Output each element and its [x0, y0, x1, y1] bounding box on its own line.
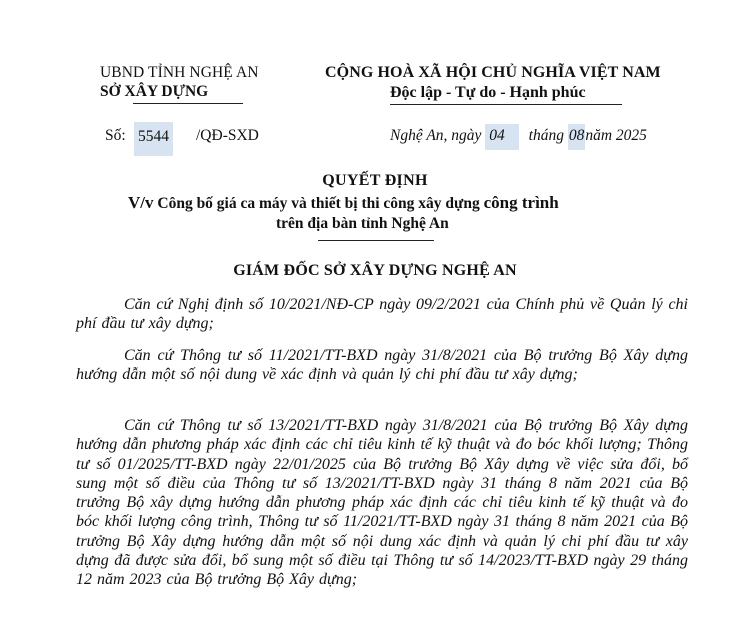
date-day: 04 — [485, 124, 519, 150]
issuing-authority: SỞ XÂY DỰNG — [100, 83, 209, 100]
issue-date — [390, 127, 647, 145]
issuing-authority-parent: UBND TỈNH NGHỆ AN — [100, 64, 259, 81]
date-month: 08 — [568, 124, 586, 150]
authority-heading: GIÁM ĐỐC SỞ XÂY DỰNG NGHỆ AN — [233, 262, 517, 279]
national-title: CỘNG HOÀ XÃ HỘI CHỦ NGHĨA VIỆT NAM — [325, 64, 661, 81]
date-prefix: Nghệ An, ngày — [390, 127, 482, 144]
subtitle-underline — [318, 240, 434, 241]
date-month-label: tháng — [528, 127, 564, 144]
subtitle-main: Công bố giá ca máy và thiết bị thi công xây dựng — [157, 195, 480, 212]
subtitle-line-2: trên địa bàn tỉnh Nghệ An — [276, 215, 449, 232]
subtitle-tail: công trình — [483, 193, 559, 212]
date-year: năm 2025 — [585, 127, 647, 144]
document-title: QUYẾT ĐỊNH — [322, 172, 428, 189]
legal-basis-paragraph-2: Căn cứ Thông tư số 11/2021/TT-BXD ngày 31/8/2021 của Bộ trưởng Bộ Xây dựng hướng dẫn một số nội dung về xác định và quản lý chi phí đầu tư xây dựng; — [76, 347, 688, 384]
subtitle-vv: V/v — [128, 193, 154, 212]
legal-basis-paragraph-1: Căn cứ Nghị định số 10/2021/NĐ-CP ngày 09/2/2021 của Chính phủ về Quản lý chi phí đầu tư xây dựng; — [76, 296, 688, 333]
issuing-authority-underline — [133, 103, 243, 104]
national-motto-underline — [390, 104, 622, 105]
national-motto: Độc lập - Tự do - Hạnh phúc — [390, 84, 586, 101]
reference-number: 5544 — [134, 122, 173, 156]
reference-suffix: /QĐ-SXD — [196, 127, 259, 144]
subtitle-line-1 — [128, 193, 559, 213]
legal-basis-paragraph-3: Căn cứ Thông tư số 13/2021/TT-BXD ngày 31/8/2021 của Bộ trưởng Bộ Xây dựng hướng dẫn phương pháp xác định các chỉ tiêu kinh tế kỹ thuật và đo bóc khối lượng; Thông tư số 01/2025/TT-BXD ngày 22/01/2025 của Bộ trưởng Bộ Xây dựng về việc sửa đổi, bổ sung một số điều của Thông tư số 13/2021/TT-BXD ngày 31 tháng 8 năm 2021 của Bộ trưởng Bộ xây dựng hướng dẫn phương pháp xác định các chỉ tiêu kinh tế kỹ thuật và đo bóc khối lượng công trình, Thông tư số 11/2021/TT-BXD ngày 31 tháng 8 năm 2021 của Bộ trưởng Bộ Xây dựng hướng dẫn một số nội dung xác định và quản lý chi phí đầu tư xây dựng đã được sửa đổi, bổ sung một số điều tại Thông tư số 14/2023/TT-BXD ngày 29 tháng 12 năm 2023 của Bộ trưởng Bộ Xây dựng; — [76, 417, 688, 589]
reference-label: Số: — [105, 127, 126, 144]
